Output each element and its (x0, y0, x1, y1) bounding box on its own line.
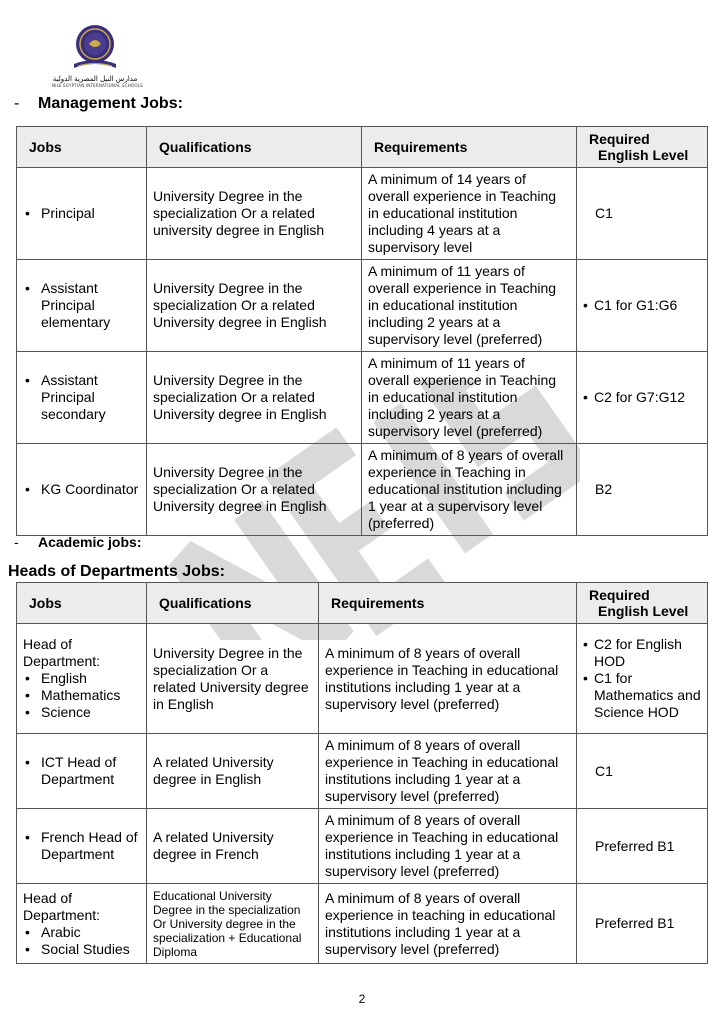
header-english-line1: Required (589, 131, 650, 147)
qualification-cell: A related University degree in English (147, 734, 319, 809)
job-cell (17, 734, 147, 809)
english-level-cell: Preferred B1 (577, 809, 708, 884)
table-row (17, 884, 708, 964)
job-name: • Assistant Principal secondary (23, 372, 140, 423)
subject-item: • Arabic (23, 924, 140, 941)
header-english-level (577, 583, 708, 624)
subject-item: • English (23, 670, 140, 687)
heading-dash: - (14, 534, 19, 550)
qualification-line: Educational University Degree in the specialization (153, 888, 301, 917)
table-row (17, 352, 708, 444)
job-name: • KG Coordinator (23, 481, 140, 498)
qualification-cell: University Degree in the specialization Or a related University degree in English (147, 444, 362, 536)
job-cell (17, 884, 147, 964)
job-title: Head of Department: (23, 889, 101, 923)
qualification-line: Or University degree in the specialization + Educational Diploma (153, 916, 302, 959)
job-cell (17, 168, 147, 260)
logo-english-name: NILE EGYPTIAN INTERNATIONAL SCHOOLS (52, 83, 143, 88)
page-number: 2 (358, 992, 366, 1006)
job-cell (17, 352, 147, 444)
table-row (17, 444, 708, 536)
header-requirements: Requirements (362, 127, 577, 168)
qualification-cell: A related University degree in French (147, 809, 319, 884)
english-level: • C2 for G7:G12 (583, 389, 701, 406)
header-english-line1: Required (589, 587, 650, 603)
job-name: • ICT Head of Department (23, 754, 140, 788)
requirements-cell: A minimum of 11 years of overall experience in Teaching in educational institution including 2 years at a supervisory level (preferred) (362, 352, 577, 444)
header-qualifications: Qualifications (147, 583, 319, 624)
table-row (17, 809, 708, 884)
english-level-cell: Preferred B1 (577, 884, 708, 964)
heading-dash: - (14, 95, 20, 112)
management-jobs-title: Management Jobs: (38, 95, 183, 112)
job-name: • Assistant Principal elementary (23, 280, 140, 331)
logo-arabic-name: مدارس النيل المصرية الدولية (52, 75, 138, 83)
academic-jobs-heading (14, 534, 141, 550)
job-title: Head of Department: (23, 636, 101, 669)
table-row (17, 734, 708, 809)
job-name: • Principal (23, 205, 140, 222)
academic-jobs-title: Academic jobs: (38, 534, 142, 550)
qualification-cell: University Degree in the specialization Or a related University degree in English (147, 624, 319, 734)
english-level: • C1 for Mathematics and Science HOD (583, 670, 701, 721)
school-emblem-icon (52, 22, 138, 74)
job-cell (17, 809, 147, 884)
qualification-cell: University Degree in the specialization Or a related University degree in English (147, 260, 362, 352)
school-logo (52, 22, 143, 94)
job-cell (17, 624, 147, 734)
management-jobs-table (16, 126, 708, 536)
header-qualifications: Qualifications (147, 127, 362, 168)
heads-of-departments-heading: Heads of Departments Jobs: (8, 563, 225, 580)
english-level-cell: B2 (577, 444, 708, 536)
table-row (17, 168, 708, 260)
requirements-cell: A minimum of 11 years of overall experience in Teaching in educational institution including 2 years at a supervisory level (preferred) (362, 260, 577, 352)
english-level: • C1 for G1:G6 (583, 297, 701, 314)
subject-item: • Mathematics (23, 687, 140, 704)
management-jobs-heading (14, 95, 183, 113)
english-level-cell: C1 (577, 168, 708, 260)
table-row (17, 624, 708, 734)
header-english-line2: English Level (598, 603, 689, 619)
requirements-cell: A minimum of 8 years of overall experience in Teaching in educational institutions including 1 year at a supervisory level (preferred) (319, 809, 577, 884)
requirements-cell: A minimum of 8 years of overall experience in Teaching in educational institutions including 1 year at a supervisory level (preferred) (319, 734, 577, 809)
table-header-row (17, 127, 708, 168)
qualification-cell (147, 884, 319, 964)
requirements-cell: A minimum of 14 years of overall experience in Teaching in educational institution including 4 years at a supervisory level (362, 168, 577, 260)
table-row (17, 260, 708, 352)
subject-item: • Science (23, 704, 140, 721)
heads-of-departments-table (16, 582, 708, 964)
header-jobs: Jobs (17, 127, 147, 168)
english-level-cell (577, 260, 708, 352)
requirements-cell: A minimum of 8 years of overall experience in Teaching in educational institutions including 1 year at a supervisory level (preferred) (319, 624, 577, 734)
job-cell (17, 260, 147, 352)
header-english-line2: English Level (598, 147, 689, 163)
header-english-level (577, 127, 708, 168)
english-level-cell (577, 352, 708, 444)
requirements-cell: A minimum of 8 years of overall experience in teaching in educational institutions including 1 year at a supervisory level (preferred) (319, 884, 577, 964)
requirements-cell: A minimum of 8 years of overall experience in Teaching in educational institution including 1 year at a supervisory level (preferred) (362, 444, 577, 536)
job-name: • French Head of Department (23, 829, 140, 863)
qualification-cell: University Degree in the specialization Or a related University degree in English (147, 352, 362, 444)
subject-item: • Social Studies (23, 941, 140, 958)
table-header-row (17, 583, 708, 624)
job-cell (17, 444, 147, 536)
qualification-cell: University Degree in the specialization Or a related university degree in English (147, 168, 362, 260)
english-level-cell (577, 624, 708, 734)
header-requirements: Requirements (319, 583, 577, 624)
english-level: • C2 for English HOD (583, 636, 701, 670)
header-jobs: Jobs (17, 583, 147, 624)
english-level-cell: C1 (577, 734, 708, 809)
